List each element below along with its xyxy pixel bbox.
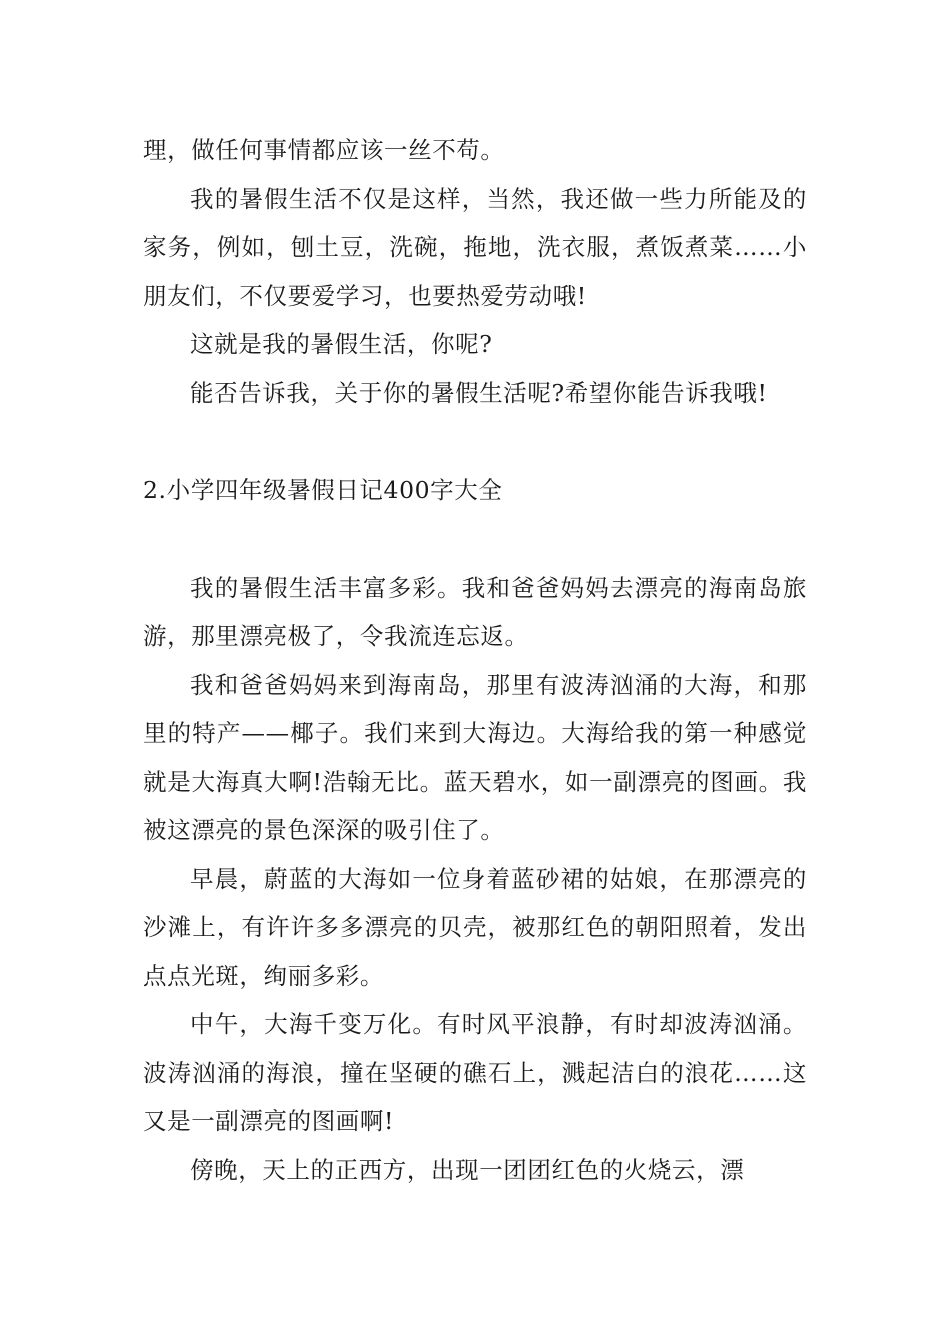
paragraph-question: 能否告诉我，关于你的暑假生活呢?希望你能告诉我哦!: [190, 378, 768, 407]
paragraph-summary: 这就是我的暑假生活，你呢?: [190, 330, 493, 358]
paragraph-morning: 早晨，蔚蓝的大海如一位身着蓝砂裙的姑娘，在那漂亮的沙滩上，有许许多多漂亮的贝壳，被那红色的朝阳照着，发出点点光斑，绚丽多彩。: [143, 864, 807, 990]
document-body: [143, 126, 807, 1194]
paragraph-intro: 我的暑假生活丰富多彩。我和爸爸妈妈去漂亮的海南岛旅游，那里漂亮极了，令我流连忘返。: [143, 573, 807, 650]
paragraph-noon: 中午，大海千变万化。有时风平浪静，有时却波涛汹涌。波涛汹涌的海浪，撞在坚硬的礁石上，溅起洁白的浪花……这又是一副漂亮的图画啊!: [143, 1010, 807, 1135]
section-heading: 2.小学四年级暑假日记400字大全: [143, 476, 503, 504]
paragraph-continuation: 理，做任何事情都应该一丝不苟。: [143, 136, 505, 164]
paragraph-evening: 傍晚，天上的正西方，出现一团团红色的火烧云，漂: [190, 1155, 745, 1184]
paragraph-arrival: 我和爸爸妈妈来到海南岛，那里有波涛汹涌的大海，和那里的特产——椰子。我们来到大海边。大海给我的第一种感觉就是大海真大啊!浩翰无比。蓝天碧水，如一副漂亮的图画。我被这漂亮的景色深深的吸引住了。: [143, 670, 807, 844]
paragraph-chores: 我的暑假生活不仅是这样，当然，我还做一些力所能及的家务，例如，刨土豆，洗碗，拖地，洗衣服，煮饭煮菜……小朋友们，不仅要爱学习，也要热爱劳动哦!: [143, 184, 807, 310]
